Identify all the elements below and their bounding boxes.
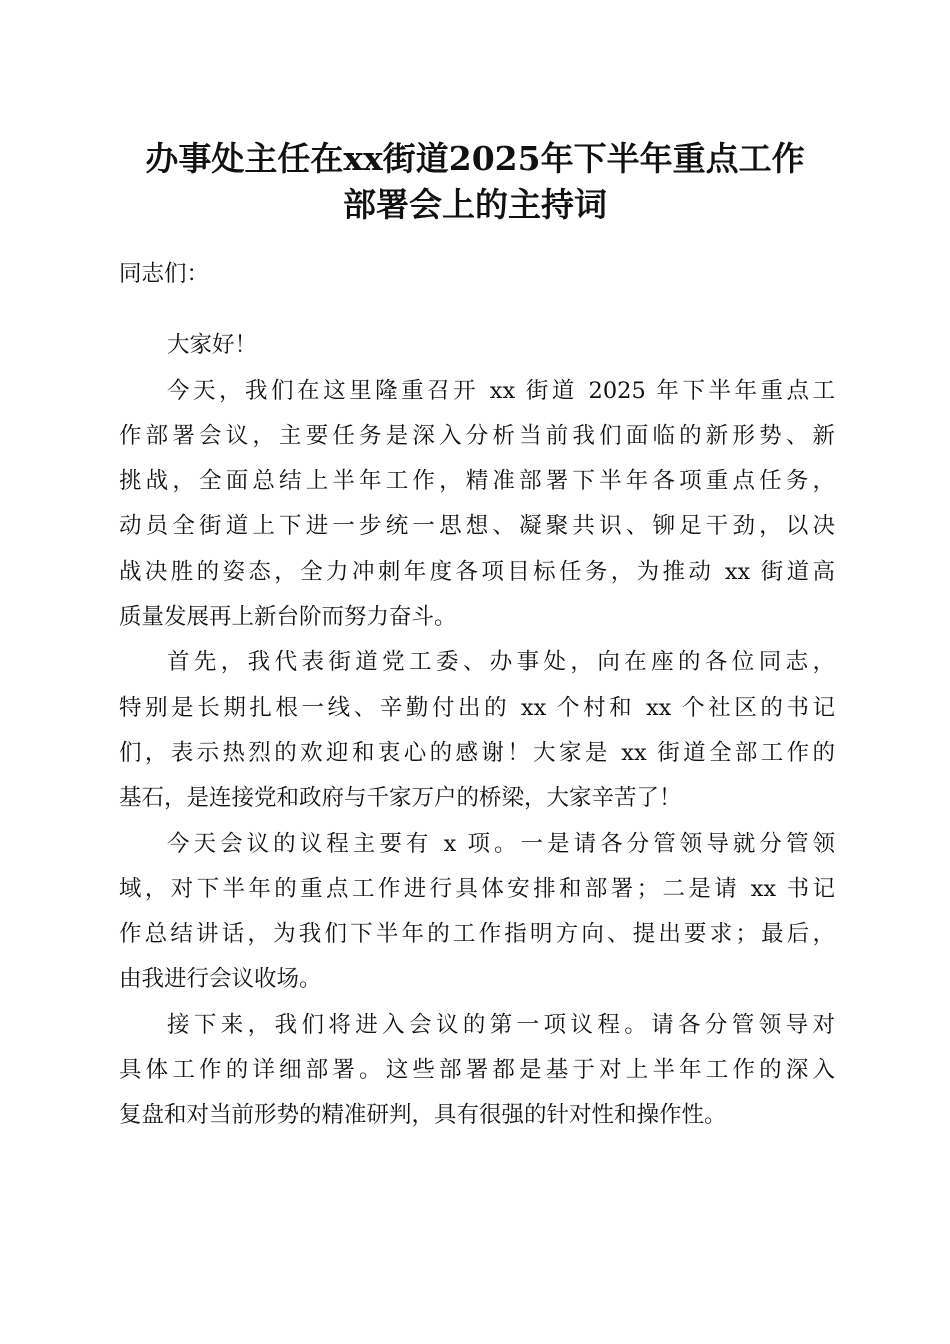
- paragraph-line: 今天会议的议程主要有 x 项。一是请各分管领导就分管领: [167, 830, 835, 857]
- paragraph: [119, 822, 835, 1003]
- paragraph: [119, 1003, 835, 1139]
- paragraph-line: 复盘和对当前形势的精准研判，具有很强的针对性和操作性。: [119, 1102, 727, 1129]
- paragraph-line: 特别是长期扎根一线、辛勤付出的 xx 个村和 xx 个社区的书记: [119, 694, 835, 721]
- title-line: 办事处主任在xx街道2025年下半年重点工作: [145, 139, 805, 178]
- paragraph: [119, 640, 835, 821]
- paragraph: [119, 323, 835, 368]
- document-title: [0, 136, 950, 228]
- paragraph-line: 动员全街道上下进一步统一思想、凝聚共识、铆足干劲，以决: [119, 513, 835, 540]
- paragraph-line: 今天，我们在这里隆重召开 xx 街道 2025 年下半年重点工: [167, 377, 835, 404]
- paragraph-line: 质量发展再上新台阶而努力奋斗。: [119, 604, 457, 631]
- paragraph-line: 域，对下半年的重点工作进行具体安排和部署；二是请 xx 书记: [119, 875, 835, 902]
- paragraph-line: 首先，我代表街道党工委、办事处，向在座的各位同志，: [167, 649, 835, 676]
- paragraph-line: 大家好！: [167, 332, 258, 359]
- paragraph-line: 基石，是连接党和政府与千家万户的桥梁，大家辛苦了！: [119, 785, 682, 812]
- salutation: 同志们：: [119, 261, 210, 287]
- paragraph-line: 们，表示热烈的欢迎和衷心的感谢！大家是 xx 街道全部工作的: [119, 739, 835, 766]
- paragraph-line: 接下来，我们将进入会议的第一项议程。请各分管领导对: [167, 1011, 835, 1038]
- paragraph-line: 作总结讲话，为我们下半年的工作指明方向、提出要求；最后，: [119, 921, 835, 948]
- paragraph-line: 由我进行会议收场。: [119, 966, 322, 993]
- paragraph-line: 挑战，全面总结上半年工作，精准部署下半年各项重点任务，: [119, 468, 835, 495]
- paragraph-line: 具体工作的详细部署。这些部署都是基于对上半年工作的深入: [119, 1057, 835, 1084]
- paragraph-line: 战决胜的姿态，全力冲刺年度各项目标任务，为推动 xx 街道高: [119, 558, 835, 585]
- document-body: [119, 252, 835, 1139]
- paragraph: [119, 369, 835, 641]
- paragraph-line: 作部署会议，主要任务是深入分析当前我们面临的新形势、新: [119, 422, 835, 449]
- title-line: 部署会上的主持词: [343, 185, 607, 224]
